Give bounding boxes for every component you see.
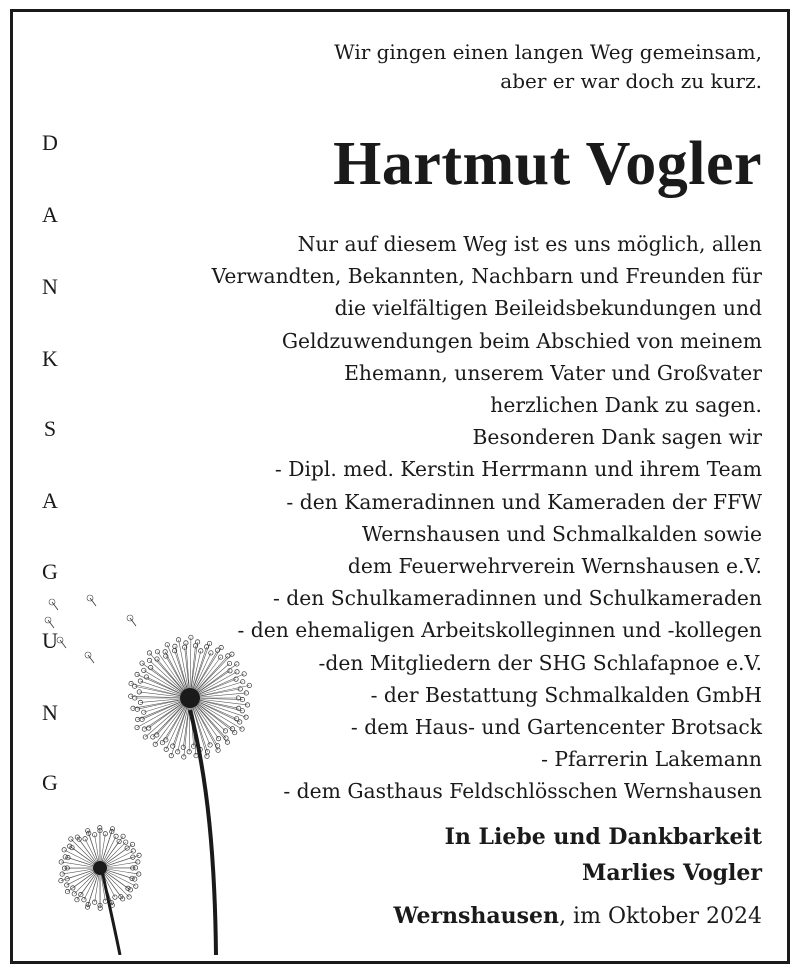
thanks-text [212,228,762,808]
vertical-letter: G [42,770,58,795]
body-line: Geldzuwendungen beim Abschied von meinem [281,328,762,353]
vertical-letter: S [43,416,57,441]
vertical-letter: D [42,130,58,155]
body-line: Nur auf diesem Weg ist es uns möglich, allen [297,232,762,256]
motto-line: Wir gingen einen langen Weg gemeinsam, [334,40,762,64]
body-line: Besonderen Dank sagen wir [472,425,762,450]
flying-seeds-icon [45,595,136,663]
body-line: herzlichen Dank zu sagen. [490,393,762,418]
signature-line: In Liebe und Dankbarkeit [444,824,762,850]
body-line: - den Schulkameradinnen und Schulkameraden [272,586,762,611]
body-line: -den Mitgliedern der SHG Schlafapnoe e.V. [318,650,762,675]
signature [445,819,762,891]
body-line: die vielfältigen Beileidsbekundungen und [334,296,762,321]
motto [334,38,762,96]
big-dandelion-icon [129,635,252,759]
body-line: - dem Haus- und Gartencenter Brotsack [350,715,762,740]
small-dandelion-icon [59,826,142,911]
body-line: Wernshausen und Schmalkalden sowie [362,521,762,546]
motto-line: aber er war doch zu kurz. [500,69,762,93]
body-line: - dem Gasthaus Feldschlösschen Wernshausen [283,779,762,804]
body-line: - Dipl. med. Kerstin Herrmann und ihrem Team [274,457,762,482]
signature-line: Marlies Vogler [581,860,762,886]
body-line: - den ehemaligen Arbeitskolleginnen und -kollegen [237,618,762,643]
dandelion-illustration [40,580,260,955]
vertical-letter: A [42,488,58,513]
body-line: - der Bestattung Schmalkalden GmbH [370,682,762,707]
body-line: - Pfarrerin Lakemann [541,747,762,772]
body-line: - den Kameradinnen und Kameraden der FFW [286,489,762,514]
vertical-letter: K [42,346,58,371]
vertical-letter: N [42,700,58,725]
deceased-name: Hartmut Vogler [333,130,762,198]
date: , im Oktober 2024 [559,904,762,929]
place: Wernshausen [393,903,560,929]
body-line: Verwandten, Bekannten, Nachbarn und Freunden für [211,264,762,289]
body-line: Ehemann, unserem Vater und Großvater [344,360,762,385]
body-line: dem Feuerwehrverein Wernshausen e.V. [347,554,762,579]
vertical-letter: A [42,202,58,227]
place-date [394,899,762,934]
vertical-letter: G [42,559,58,584]
vertical-letter: N [42,274,58,299]
vertical-letter: U [42,628,58,653]
